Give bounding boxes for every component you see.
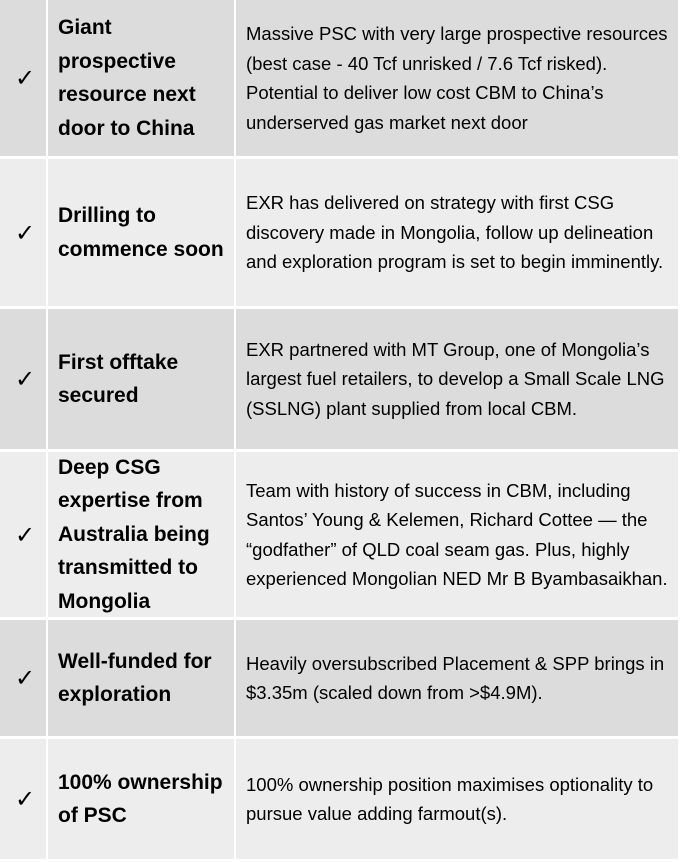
row-description: Team with history of success in CBM, including Santos’ Young & Kelemen, Richard Cottee — the “godfather” of QLD coal seam gas. Plus, highly experienced Mongolian NED Mr B Byambasaikhan. [236,452,680,620]
row-description: EXR partnered with MT Group, one of Mongolia’s largest fuel retailers, to develop a Small Scale LNG (SSLNG) plant supplied from local CBM. [236,309,680,452]
row-title: 100% ownership of PSC [48,739,236,862]
row-title: First offtake secured [48,309,236,452]
checkmark-icon: ✓ [0,620,48,739]
row-title: Drilling to commence soon [48,159,236,309]
row-title: Well-funded for exploration [48,620,236,739]
checkmark-icon: ✓ [0,452,48,620]
checkmark-icon: ✓ [0,739,48,862]
row-title: Giant prospective resource next door to China [48,0,236,159]
row-description: Massive PSC with very large prospective resources (best case - 40 Tcf unrisked / 7.6 Tcf risked). Potential to deliver low cost CBM to China’s underserved gas market next door [236,0,680,159]
row-description: EXR has delivered on strategy with first CSG discovery made in Mongolia, follow up delineation and exploration program is set to begin imminently. [236,159,680,309]
checkmark-icon: ✓ [0,0,48,159]
row-title: Deep CSG expertise from Australia being transmitted to Mongolia [48,452,236,620]
checkmark-icon: ✓ [0,159,48,309]
row-description: 100% ownership position maximises optionality to pursue value adding farmout(s). [236,739,680,862]
row-description: Heavily oversubscribed Placement & SPP brings in $3.35m (scaled down from >$4.9M). [236,620,680,739]
checkmark-icon: ✓ [0,309,48,452]
